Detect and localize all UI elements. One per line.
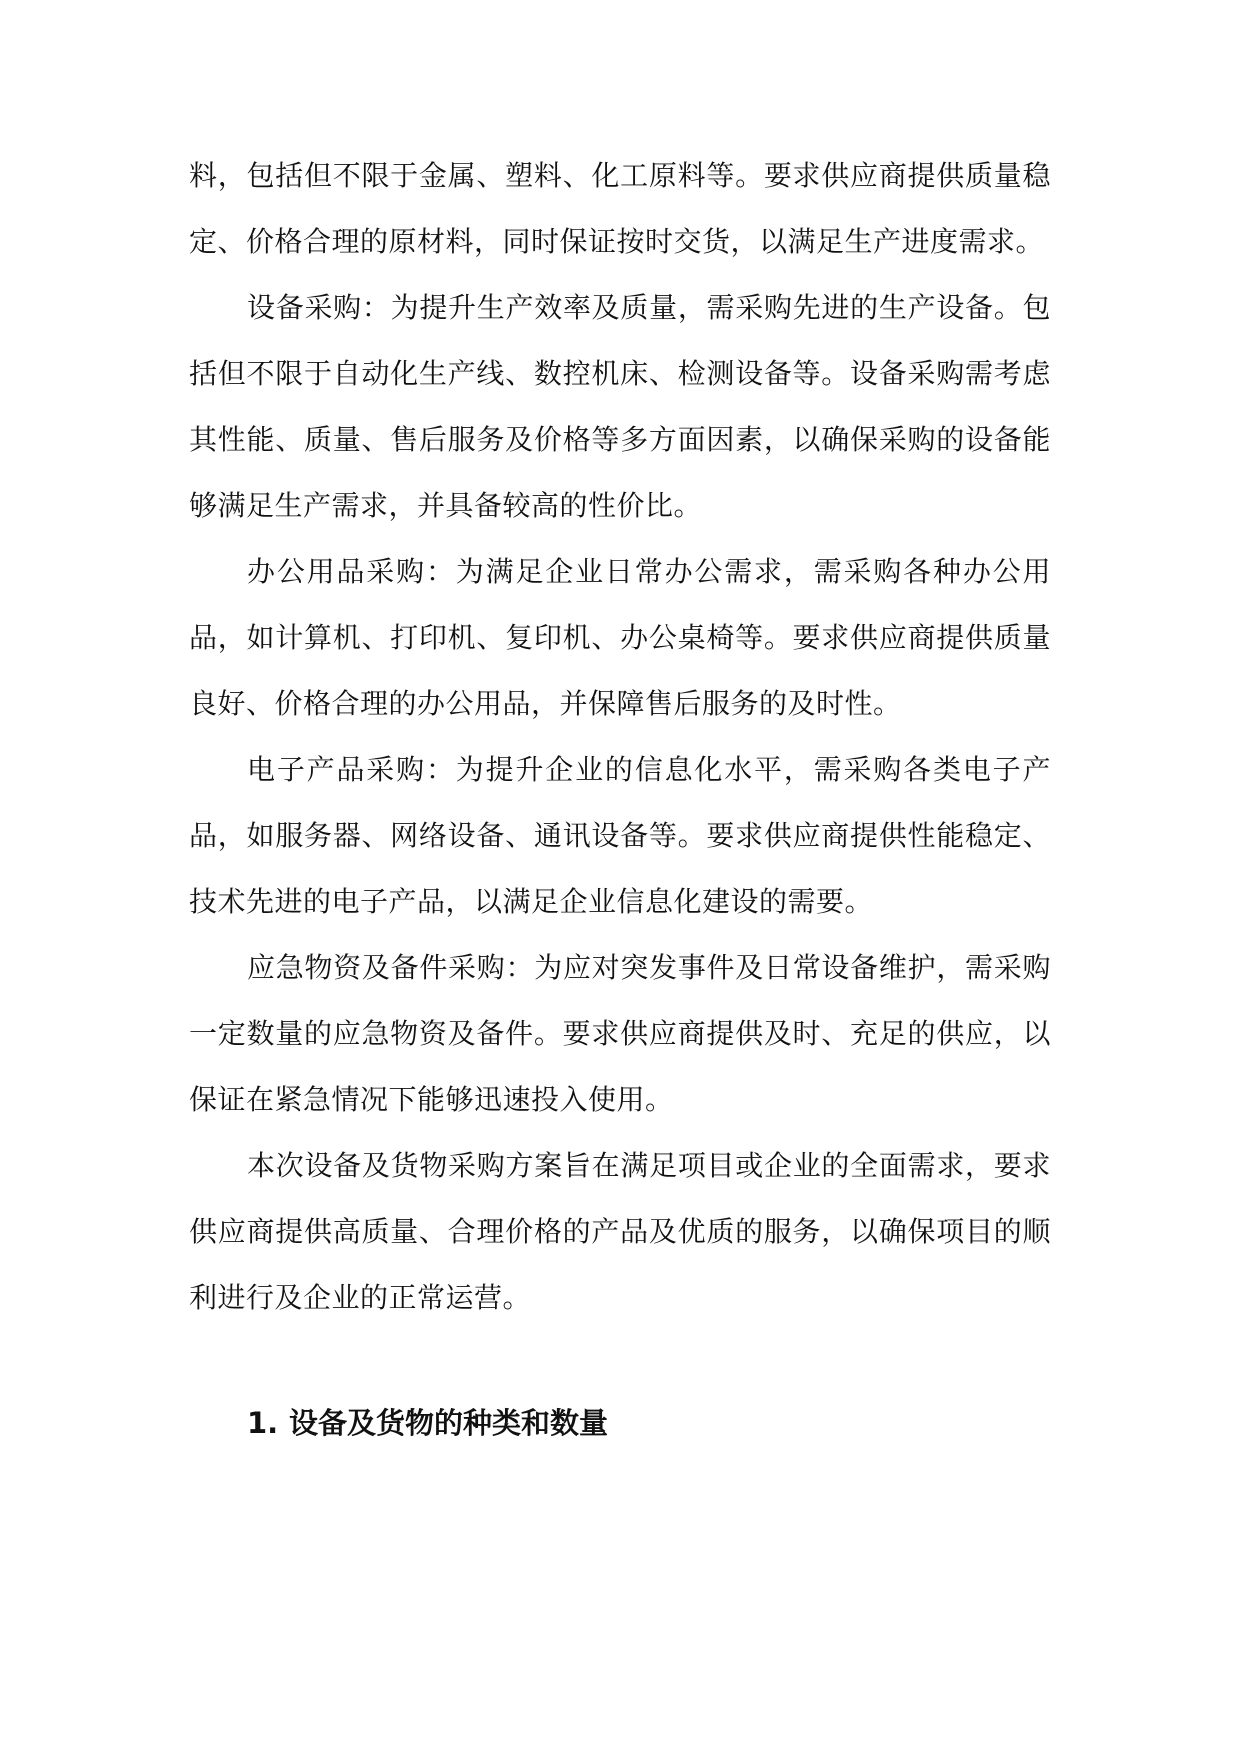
paragraph-raw-material-continued: 料，包括但不限于金属、塑料、化工原料等。要求供应商提供质量稳定、价格合理的原材料，同时保证按时交货，以满足生产进度需求。 — [189, 159, 1051, 258]
paragraph-electronics-purchase: 电子产品采购：为提升企业的信息化水平，需采购各类电子产品，如服务器、网络设备、通讯设备等。要求供应商提供性能稳定、技术先进的电子产品，以满足企业信息化建设的需要。 — [189, 753, 1051, 918]
paragraph-emergency-spares-purchase: 应急物资及备件采购：为应对突发事件及日常设备维护，需采购一定数量的应急物资及备件。要求供应商提供及时、充足的供应，以保证在紧急情况下能够迅速投入使用。 — [189, 951, 1051, 1116]
section-title: 设备及货物的种类和数量 — [289, 1406, 609, 1440]
paragraph-equipment-purchase: 设备采购：为提升生产效率及质量，需采购先进的生产设备。包括但不限于自动化生产线、数控机床、检测设备等。设备采购需考虑其性能、质量、售后服务及价格等多方面因素，以确保采购的设备能够满足生产需求，并具备较高的性价比。 — [189, 291, 1051, 522]
section-heading — [189, 1401, 1051, 1445]
paragraph-summary: 本次设备及货物采购方案旨在满足项目或企业的全面需求，要求供应商提供高质量、合理价格的产品及优质的服务，以确保项目的顺利进行及企业的正常运营。 — [189, 1149, 1051, 1314]
document-body — [189, 143, 1051, 1445]
paragraph-office-supplies-purchase: 办公用品采购：为满足企业日常办公需求，需采购各种办公用品，如计算机、打印机、复印机、办公桌椅等。要求供应商提供质量良好、价格合理的办公用品，并保障售后服务的及时性。 — [189, 555, 1051, 720]
section-number: 1. — [247, 1406, 279, 1440]
